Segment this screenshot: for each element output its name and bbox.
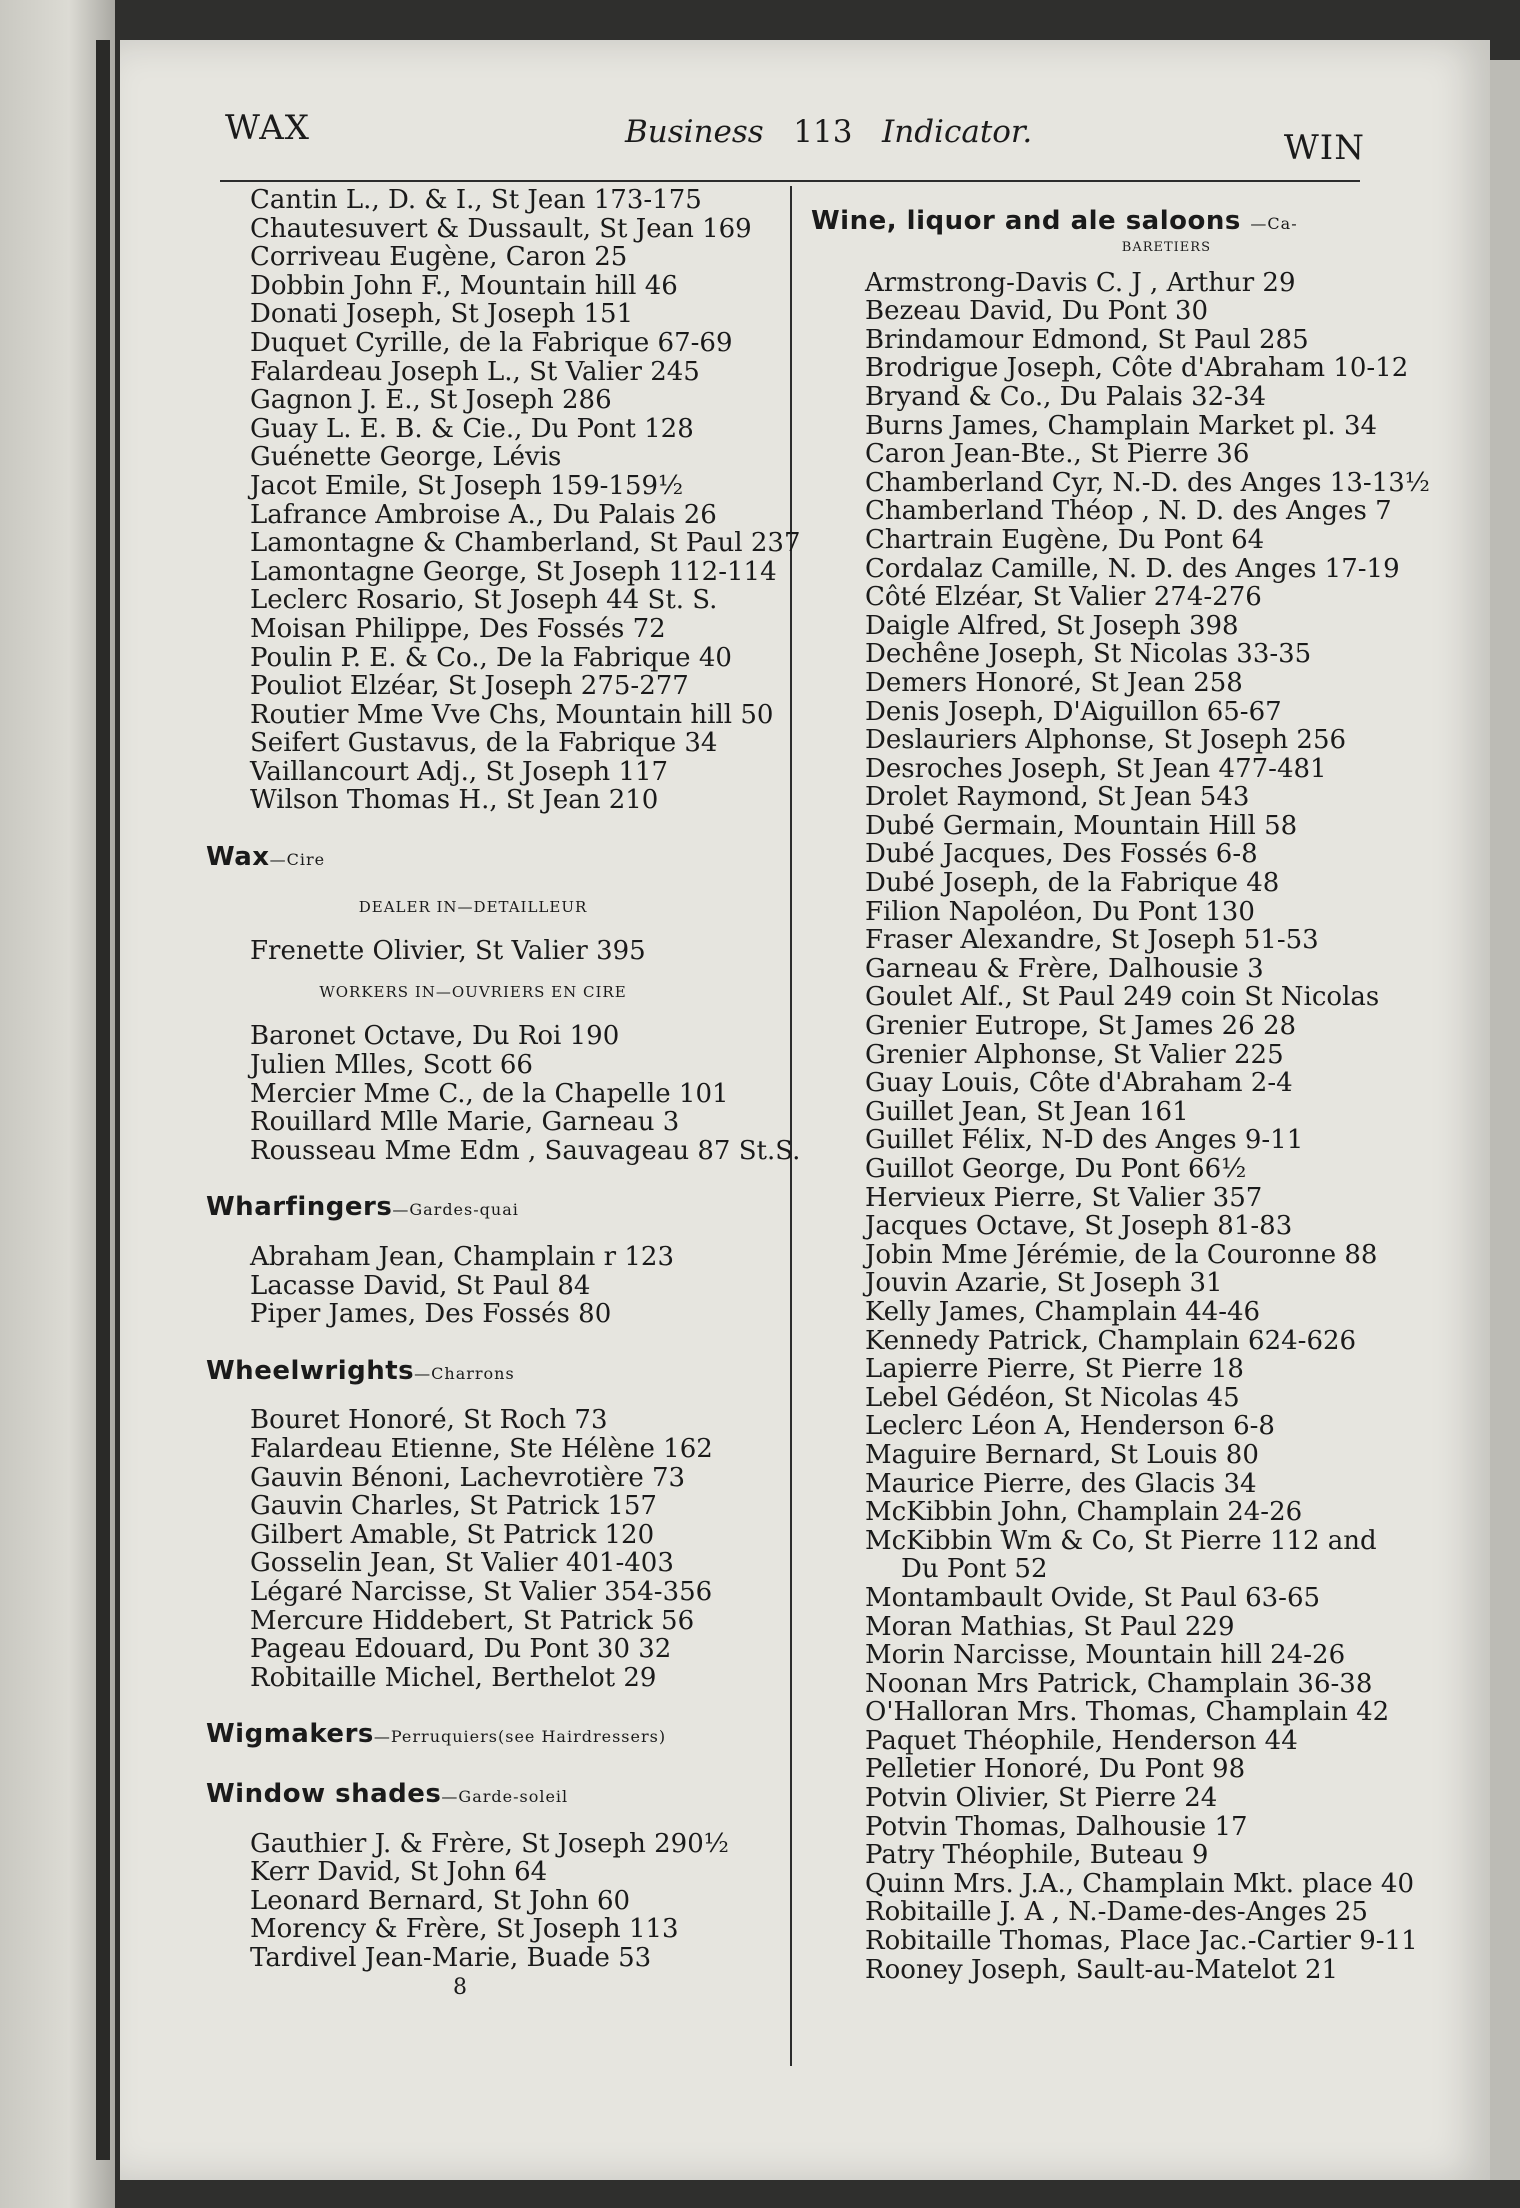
list-item: McKibbin John, Champlain 24-26 xyxy=(865,1497,1303,1528)
list-item: Demers Honoré, St Jean 258 xyxy=(865,667,1243,698)
header-rule xyxy=(220,180,1360,182)
list-item: Leonard Bernard, St John 60 xyxy=(250,1885,631,1916)
section-heading-wheelwrights xyxy=(178,1357,768,1389)
section-title-french: —Perruquiers(see Hairdressers) xyxy=(373,1727,667,1747)
list-item: Piper James, Des Fossés 80 xyxy=(250,1299,612,1330)
column-divider xyxy=(790,186,792,2066)
list-item: Noonan Mrs Patrick, Champlain 36-38 xyxy=(865,1668,1373,1699)
section-title: Wheelwrights xyxy=(206,1355,415,1386)
list-item: Jacques Octave, St Joseph 81-83 xyxy=(865,1211,1293,1242)
list-item: Patry Théophile, Buteau 9 xyxy=(865,1840,1209,1871)
gutter-shadow xyxy=(96,40,110,2160)
list-item: Denis Joseph, D'Aiguillon 65-67 xyxy=(865,696,1282,727)
list-item: Guay L. E. B. & Cie., Du Pont 128 xyxy=(250,413,694,444)
section-title-french: —Cire xyxy=(269,850,326,870)
list-item: Mercier Mme C., de la Chapelle 101 xyxy=(250,1078,729,1109)
list-item: Lapierre Pierre, St Pierre 18 xyxy=(865,1354,1244,1385)
list-item: Deslauriers Alphonse, St Joseph 256 xyxy=(865,725,1347,756)
list-item: Cantin L., D. & I., St Jean 173-175 xyxy=(250,185,702,215)
list-item: Pelletier Honoré, Du Pont 98 xyxy=(865,1754,1246,1785)
list-item: Gagnon J. E., St Joseph 286 xyxy=(250,385,612,416)
list-item: Guillet Félix, N-D des Anges 9-11 xyxy=(865,1125,1304,1156)
list-item: Desroches Joseph, St Jean 477-481 xyxy=(865,753,1327,784)
list-item: Baronet Octave, Du Roi 190 xyxy=(250,1021,620,1052)
list-item: Julien Mlles, Scott 66 xyxy=(250,1050,533,1081)
list-item: O'Halloran Mrs. Thomas, Champlain 42 xyxy=(865,1697,1390,1728)
list-item: Poulin P. E. & Co., De la Fabrique 40 xyxy=(250,642,732,673)
list-item: Donati Joseph, St Joseph 151 xyxy=(250,299,634,330)
section-heading-wine-saloons xyxy=(793,207,1363,239)
list-item: Frenette Olivier, St Valier 395 xyxy=(250,936,646,967)
section-title: Wine, liquor and ale saloons xyxy=(811,206,1241,236)
signature-mark: 8 xyxy=(453,1975,467,2001)
section-heading-wharfingers xyxy=(178,1193,768,1225)
list-item: Gilbert Amable, St Patrick 120 xyxy=(250,1519,655,1550)
section-title: Wigmakers xyxy=(206,1719,374,1750)
list-item: Gauvin Charles, St Patrick 157 xyxy=(250,1491,657,1522)
section-title: Wharfingers xyxy=(206,1192,393,1223)
list-item: Brodrigue Joseph, Côte d'Abraham 10-12 xyxy=(865,353,1409,384)
list-item: Chautesuvert & Dussault, St Jean 169 xyxy=(250,213,752,244)
list-item: Abraham Jean, Champlain r 123 xyxy=(250,1242,674,1272)
section-title-french: —Ca- xyxy=(1250,214,1298,233)
list-item: Potvin Olivier, St Pierre 24 xyxy=(865,1783,1218,1814)
list-item: Seifert Gustavus, de la Fabrique 34 xyxy=(250,728,718,759)
list-item: Caron Jean-Bte., St Pierre 36 xyxy=(865,439,1250,470)
list-item: Drolet Raymond, St Jean 543 xyxy=(865,782,1250,813)
list-item: Cordalaz Camille, N. D. des Anges 17-19 xyxy=(865,553,1400,584)
list-item: Lacasse David, St Paul 84 xyxy=(250,1270,591,1301)
list-item: Duquet Cyrille, de la Fabrique 67-69 xyxy=(250,327,733,358)
subheading-workers: WORKERS IN—OUVRIERS EN CIRE xyxy=(319,982,627,1001)
section-title: Wax xyxy=(206,842,270,873)
list-item: Moran Mathias, St Paul 229 xyxy=(865,1611,1235,1642)
list-item: Côté Elzéar, St Valier 274-276 xyxy=(865,582,1262,613)
list-item: Dobbin John F., Mountain hill 46 xyxy=(250,270,678,301)
list-item: Filion Napoléon, Du Pont 130 xyxy=(865,896,1255,927)
list-item: Kelly James, Champlain 44-46 xyxy=(865,1296,1261,1327)
list-item: Gauvin Bénoni, Lachevrotière 73 xyxy=(250,1462,686,1493)
section-title-french: —Charrons xyxy=(414,1363,515,1383)
list-item: Kerr David, St John 64 xyxy=(250,1857,548,1888)
list-item: Dechêne Joseph, St Nicolas 33-35 xyxy=(865,639,1312,670)
list-item: Grenier Alphonse, St Valier 225 xyxy=(865,1039,1284,1070)
list-item: Chartrain Eugène, Du Pont 64 xyxy=(865,524,1265,555)
list-item: Pouliot Elzéar, St Joseph 275-277 xyxy=(250,671,689,702)
list-item: Quinn Mrs. J.A., Champlain Mkt. place 40 xyxy=(865,1868,1414,1899)
list-item: McKibbin Wm & Co, St Pierre 112 and xyxy=(865,1525,1377,1556)
list-item: Rousseau Mme Edm , Sauvageau 87 St.S. xyxy=(250,1135,801,1166)
list-item: Guillet Jean, St Jean 161 xyxy=(865,1096,1189,1127)
section-heading-window-shades xyxy=(178,1780,768,1812)
list-item-continuation: Du Pont 52 xyxy=(901,1554,1048,1585)
header-guide-word-right: WIN xyxy=(1283,128,1365,168)
list-item: Montambault Ovide, St Paul 63-65 xyxy=(865,1582,1321,1613)
list-item: Guillot George, Du Pont 66½ xyxy=(865,1154,1247,1184)
list-item: Bezeau David, Du Pont 30 xyxy=(865,296,1209,327)
list-item: Légaré Narcisse, St Valier 354-356 xyxy=(250,1576,713,1607)
header-title-indicator: Indicator. xyxy=(882,114,1033,150)
list-item: Guénette George, Lévis xyxy=(250,442,562,473)
list-item: Lamontagne & Chamberland, St Paul 237 xyxy=(250,528,801,559)
list-item: Gosselin Jean, St Valier 401-403 xyxy=(250,1548,674,1579)
list-item: Pageau Edouard, Du Pont 30 32 xyxy=(250,1634,672,1665)
list-item: Guay Louis, Côte d'Abraham 2-4 xyxy=(865,1068,1293,1099)
list-item: Rooney Joseph, Sault-au-Matelot 21 xyxy=(865,1954,1339,1985)
facing-page-edge xyxy=(0,0,115,2208)
list-item: Robitaille Michel, Berthelot 29 xyxy=(250,1662,657,1693)
list-item: Falardeau Etienne, Ste Hélène 162 xyxy=(250,1433,713,1464)
list-item: Maguire Bernard, St Louis 80 xyxy=(865,1439,1259,1470)
left-column xyxy=(178,185,801,2001)
list-item: Garneau & Frère, Dalhousie 3 xyxy=(865,953,1264,984)
list-item: Paquet Théophile, Henderson 44 xyxy=(865,1725,1298,1756)
list-item: Tardivel Jean-Marie, Buade 53 xyxy=(250,1942,652,1973)
list-item: Chamberland Théop , N. D. des Anges 7 xyxy=(865,496,1392,527)
list-item: Jobin Mme Jérémie, de la Couronne 88 xyxy=(865,1239,1378,1270)
list-item: Leclerc Léon A, Henderson 6-8 xyxy=(865,1411,1275,1442)
list-item: Dubé Germain, Mountain Hill 58 xyxy=(865,810,1298,841)
list-item: Chamberland Cyr, N.-D. des Anges 13-13½ xyxy=(865,467,1430,498)
list-item: Vaillancourt Adj., St Joseph 117 xyxy=(250,756,669,787)
list-item: Brindamour Edmond, St Paul 285 xyxy=(865,324,1309,355)
subheading-dealer: DEALER IN—DETAILLEUR xyxy=(358,897,588,916)
header-title xyxy=(625,114,1032,150)
page-number: 113 xyxy=(793,114,853,150)
list-item: Morency & Frère, St Joseph 113 xyxy=(250,1914,679,1945)
list-item: Burns James, Champlain Market pl. 34 xyxy=(865,410,1378,441)
list-item: Lafrance Ambroise A., Du Palais 26 xyxy=(250,499,717,530)
list-item: Armstrong-Davis C. J , Arthur 29 xyxy=(865,267,1296,298)
list-item: Lebel Gédéon, St Nicolas 45 xyxy=(865,1382,1240,1413)
list-item: Dubé Jacques, Des Fossés 6-8 xyxy=(865,839,1258,870)
list-item: Moisan Philippe, Des Fossés 72 xyxy=(250,613,666,644)
right-column xyxy=(793,206,1430,1985)
list-item: Leclerc Rosario, St Joseph 44 St. S. xyxy=(250,585,718,616)
header-guide-word-left: WAX xyxy=(225,108,311,148)
list-item: Fraser Alexandre, St Joseph 51-53 xyxy=(865,925,1319,956)
list-item: Gauthier J. & Frère, St Joseph 290½ xyxy=(250,1828,729,1859)
list-item: Grenier Eutrope, St James 26 28 xyxy=(865,1011,1297,1042)
list-item: Robitaille Thomas, Place Jac.-Cartier 9-11 xyxy=(865,1926,1418,1957)
continued-listing xyxy=(178,185,801,816)
list-item: Potvin Thomas, Dalhousie 17 xyxy=(865,1811,1248,1842)
section-title-french: —Gardes-quai xyxy=(392,1200,519,1220)
list-item: Jouvin Azarie, St Joseph 31 xyxy=(865,1268,1223,1299)
list-item: Rouillard Mlle Marie, Garneau 3 xyxy=(250,1107,680,1138)
list-item: Goulet Alf., St Paul 249 coin St Nicolas xyxy=(865,982,1380,1013)
list-item: Hervieux Pierre, St Valier 357 xyxy=(865,1182,1263,1213)
list-item: Routier Mme Vve Chs, Mountain hill 50 xyxy=(250,699,774,730)
list-item: Dubé Joseph, de la Fabrique 48 xyxy=(865,868,1280,899)
page-edge-right xyxy=(1490,60,1520,2180)
section-heading-wax xyxy=(178,843,768,875)
list-item: Kennedy Patrick, Champlain 624-626 xyxy=(865,1325,1357,1356)
header-title-business: Business xyxy=(625,114,764,150)
list-item: Maurice Pierre, des Glacis 34 xyxy=(865,1468,1257,1499)
list-item: Daigle Alfred, St Joseph 398 xyxy=(865,610,1239,641)
section-heading-wigmakers xyxy=(178,1720,768,1752)
section-title: Window shades xyxy=(206,1778,442,1809)
list-item: Lamontagne George, St Joseph 112-114 xyxy=(250,556,777,587)
running-header xyxy=(225,108,1365,168)
list-item: Robitaille J. A , N.-Dame-des-Anges 25 xyxy=(865,1897,1368,1928)
list-item: Corriveau Eugène, Caron 25 xyxy=(250,242,628,273)
list-item: Morin Narcisse, Mountain hill 24-26 xyxy=(865,1640,1346,1671)
list-item: Bouret Honoré, St Roch 73 xyxy=(250,1405,608,1436)
list-item: Jacot Emile, St Joseph 159-159½ xyxy=(250,470,684,501)
list-item: Wilson Thomas H., St Jean 210 xyxy=(250,785,659,816)
list-item: Mercure Hiddebert, St Patrick 56 xyxy=(250,1605,695,1636)
section-title-french: —Garde-soleil xyxy=(441,1786,569,1806)
list-item: Falardeau Joseph L., St Valier 245 xyxy=(250,356,700,387)
list-item: Bryand & Co., Du Palais 32-34 xyxy=(865,381,1267,412)
section-title-french-continued: BARETIERS xyxy=(1121,239,1211,255)
